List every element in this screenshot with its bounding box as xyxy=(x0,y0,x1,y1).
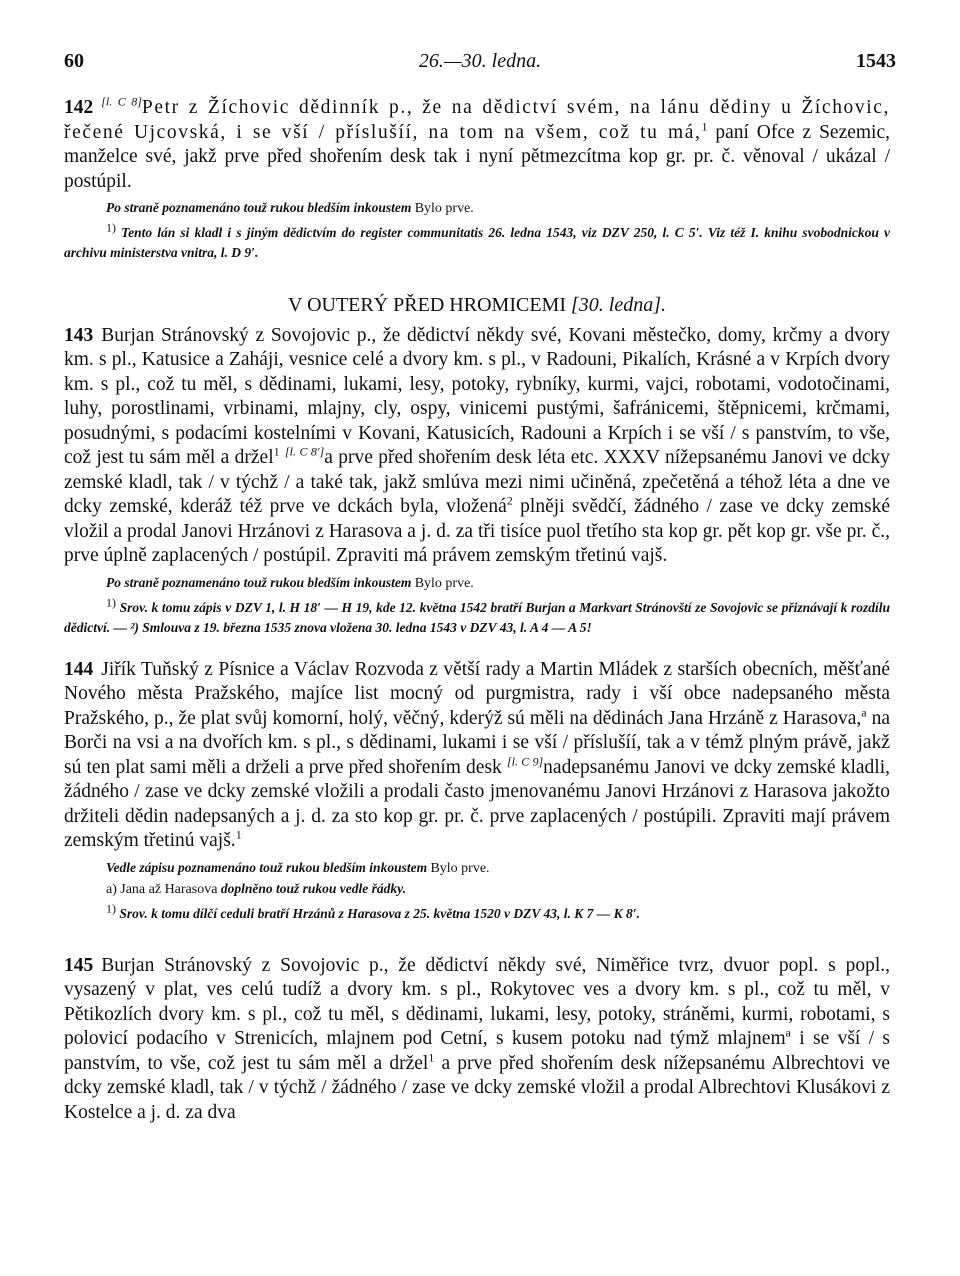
heading-text: V OUTERÝ PŘED HROMICEMI xyxy=(288,294,566,316)
running-date: 26.—30. ledna. xyxy=(418,50,542,72)
folio-ref: [l. C 8′] xyxy=(284,444,325,459)
page-content xyxy=(64,96,890,1125)
footnote-mark: 2 xyxy=(506,493,513,508)
entry-number: 142 xyxy=(64,97,94,118)
note-plain: Bylo prve. xyxy=(414,201,474,216)
entry-text: paní Ofce z Sezemic, manželce své, jakž prve před shořením desk tak i nyní pětmezcítma kop gr. pr. č. věnoval / ukázal / postúpil. xyxy=(64,121,890,192)
footnote xyxy=(64,595,890,638)
footnote-mark: 1 xyxy=(701,119,708,133)
note-text: Vedle zápisu poznamenáno touž rukou bledším inkoustem xyxy=(106,859,428,875)
footnote xyxy=(64,901,890,924)
note-plain: Jana až Harasova xyxy=(120,881,218,897)
footnote-text: Srov. k tomu dílčí ceduli bratří Hrzánů z Harasova z 25. května 1520 v DZV 43, l. K 7 — K 8′. xyxy=(119,905,640,921)
note-plain: Bylo prve. xyxy=(414,575,474,591)
spacer xyxy=(64,638,890,658)
entry-145 xyxy=(64,954,890,1126)
entry-text: na Borči na vsi a na dvořích km. s pl., s dědinami, lukami i se vší / příslušíí, tak a v témž plným právě, jakž sú ten plat sami měli a drželi a prve před shořením desk xyxy=(64,707,891,778)
footnote-text: Srov. k tomu zápis v DZV 1, l. H 18′ — H 19, kde 12. května 1542 bratří Burjan a Markvart Stránovští ze Sovojovic se přiznávají k rozdílu dědictví. — ²) Smlouva z 19. března 1535 znova vložena 30. ledna 1543 v DZV 43, l. A 4 — A 5! xyxy=(64,599,890,635)
margin-note xyxy=(106,858,890,879)
margin-note xyxy=(106,573,890,594)
entry-number: 144 xyxy=(64,658,94,680)
entry-143 xyxy=(64,324,890,569)
day-heading xyxy=(64,293,890,318)
entry-text: Burjan Stránovský z Sovojovic p., že dědictví někdy své, Niměřice tvrz, dvuor popl. s popl., vysazený v plat, ves celú tudíž a dvory km. s pl., Rokytovec ves a dvory km. s pl., což tu měl, v Pětikozlích dvory km. s pl., což tu měl, s dědinami, lukami, lesy, potoky, stráněmi, kurmi, robotami, s polovicí podacího v Strenicích, mlajnem pod Cetní, s kusem potoku nad týmž mlajnem xyxy=(64,954,890,1049)
note-plain: Bylo prve. xyxy=(430,860,490,876)
note-text: doplněno touž rukou vedle řádky. xyxy=(220,880,406,896)
footnote-mark: a xyxy=(785,1025,791,1040)
footnote-mark: 1) xyxy=(106,595,116,609)
footnote xyxy=(64,220,890,263)
entry-text: Petr z Žíchovic dědinník p., že na dědictví svém, na lánu dědiny u Žíchovic, řečené Ujcovská, i se vší / příslušíí, na tom na všem, což tu má, xyxy=(64,97,890,143)
note-label: a) xyxy=(106,881,117,897)
spacer xyxy=(64,924,890,954)
footnote-mark: 1) xyxy=(106,220,116,235)
entry-text: Jiřík Tuňský z Písnice a Václav Rozvoda z větší rady a Martin Mládek z starších obecních, měšťané Nového města Pražského, majíce list mocný od purgmistra, rady i vší obce nadepsaného města Pražského, p., že plat svůj komorní, holý, věčný, kderýž sú měli na dědinách Jana Hrzáně z Harasova, xyxy=(64,658,890,729)
footnote-mark: 1 xyxy=(428,1050,435,1064)
entry-number: 145 xyxy=(64,954,94,976)
folio-ref: [l. C 8] xyxy=(101,94,142,109)
entry-text: nadepsanému Janovi ve dcky zemské kladli, žádného / zase ve dcky zemské vložili a prodali často jmenovanému Janovi Hrzánovi z Harasova jakožto držiteli dědin nadepsaných a j. d. za sto kop gr. pr. č. prve zaplacených / postúpili. Zpraviti mají právem zemským třetinú vajš. xyxy=(64,756,890,851)
folio-ref: [l. C 9] xyxy=(506,754,544,768)
entry-144 xyxy=(64,658,890,854)
page-header xyxy=(64,50,896,74)
margin-note-a xyxy=(106,879,890,900)
entry-text: a prve před shořením desk nížepsanému Albrechtovi ve dcky zemské kladl, tak / v týchž / žádného / zase ve dcky zemské vložil a prodal Albrechtovi Klusákovi z Kostelce a j. d. za dva xyxy=(64,1052,891,1123)
running-year: 1543 xyxy=(856,50,896,72)
footnote-mark: 1 xyxy=(235,827,242,842)
entry-142 xyxy=(64,96,890,194)
page-number: 60 xyxy=(64,50,84,72)
entry-text: i se vší / s panstvím, to vše, což jest tu sám měl a držel xyxy=(64,1028,890,1074)
entry-text: Burjan Stránovský z Sovojovic p., že dědictví někdy své, Kovani městečko, domy, krčmy a dvory km. s pl., Katusice a Zaháji, vesnice celé a dvory km. s pl., v Radouni, Pikalích, Krásné a v Krpích dvory km. s pl., což tu měl, s dědinami, lukami, lesy, potoky, rybníky, kurmi, vajci, robotami, vodotočinami, luhy, porostlinami, vrbinami, mlajny, cly, ospy, vinicemi pustými, šafránicemi, štěpnicemi, krčmami, posudnými, s podacími kostelními v Kovani, Katusicích, Radouni a Krpích i se vší / s panstvím, to vše, což jest tu sám měl a držel xyxy=(64,324,890,468)
footnote-mark: 1 xyxy=(273,444,280,459)
note-text: Po straně poznamenáno touž rukou bledším inkoustem xyxy=(106,574,412,590)
footnote-mark: a xyxy=(861,705,867,719)
entry-number: 143 xyxy=(64,324,94,346)
entry-text: plněji svědčí, žádného / zase ve dcky zemské vložil a prodal Janovi Hrzánovi z Harasova a j. d. za tři tisíce puol třetího sta kop gr. pět kop gr. vše pr. č., prve úplně zaplacených / postúpil. Zpraviti má právem zemským třetinú vajš. xyxy=(64,496,890,566)
footnote-text: Tento lán si kladl i s jiným dědictvím do register communitatis 26. ledna 1543, viz DZV 250, l. C 5′. Viz též I. knihu svobodnickou v archivu ministerstva vnitra, l. D 9′. xyxy=(64,225,890,260)
entry-text: a prve před shořením desk léta etc. XXXV nížepsanému Janovi ve dcky zemské kladl, tak / v týchž / a také tak, jakž smlúva mezi nimi učiněná, zpečetěná a téhož léta a dne ve dcky zemské, kderáž též prve ve dckách byla, vložená xyxy=(64,447,890,517)
footnote-mark: 1) xyxy=(106,901,116,915)
heading-date: [30. ledna]. xyxy=(570,294,666,316)
margin-note xyxy=(106,198,890,219)
note-text: Po straně poznamenáno touž rukou bledším inkoustem xyxy=(106,200,412,215)
